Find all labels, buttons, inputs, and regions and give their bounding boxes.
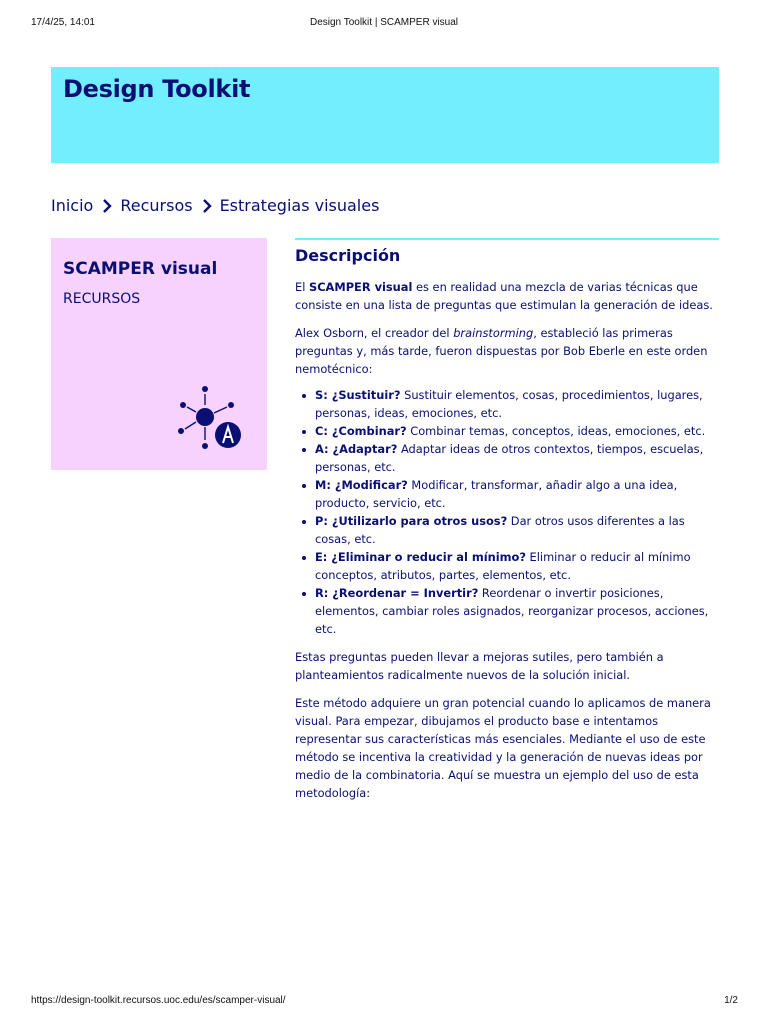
- list-item: E: ¿Eliminar o reducir al mínimo? Eliminar o reducir al mínimo conceptos, atributos, partes, elementos, etc.: [315, 548, 719, 584]
- section-heading: Descripción: [295, 246, 401, 265]
- paragraph-improvements: Estas preguntas pueden llevar a mejoras sutiles, pero también a planteamientos radicalmente nuevos de la solución inicial.: [295, 650, 664, 682]
- card-title: SCAMPER visual: [63, 259, 218, 279]
- list-item: R: ¿Reordenar = Invertir? Reordenar o invertir posiciones, elementos, cambiar roles asignados, reorganizar procesos, acciones, etc.: [315, 584, 719, 638]
- scamper-list: [295, 386, 719, 638]
- page-url: https://design-toolkit.recursos.uoc.edu/es/scamper-visual/: [31, 995, 286, 1006]
- main-content: [295, 238, 719, 802]
- list-item: M: ¿Modificar? Modificar, transformar, añadir algo a una idea, producto, servicio, etc.: [315, 476, 719, 512]
- scamper-term: SCAMPER visual: [308, 280, 413, 294]
- site-title[interactable]: Design Toolkit: [63, 75, 251, 103]
- paragraph-visual-method: Este método adquiere un gran potencial cuando lo aplicamos de manera visual. Para empezar, dibujamos el producto base e intentamos representar sus características más esenciales. Mediante el uso de este método se incentiva la creatividad y la generación de nuevas ideas por medio de la combinatoria. Aquí se muestra un ejemplo del uso de esta metodología:: [295, 696, 711, 800]
- breadcrumb-estrategias-visuales[interactable]: Estrategias visuales: [219, 196, 380, 215]
- print-datetime: 17/4/25, 14:01: [31, 17, 95, 28]
- brainstorming-term: brainstorming: [453, 326, 534, 340]
- list-item: P: ¿Utilizarlo para otros usos? Dar otros usos diferentes a las cosas, etc.: [315, 512, 719, 548]
- page-number: 1/2: [724, 995, 738, 1006]
- paragraph-intro: El SCAMPER visual es en realidad una mezcla de varias técnicas que consiste en una lista de preguntas que estimulan la generación de ideas.: [295, 280, 713, 312]
- card-category: RECURSOS: [63, 291, 141, 307]
- list-item: C: ¿Combinar? Combinar temas, conceptos, ideas, emociones, etc.: [315, 422, 719, 440]
- print-page-title: Design Toolkit | SCAMPER visual: [309, 17, 459, 28]
- ideas-network-icon: [175, 385, 247, 451]
- list-item: A: ¿Adaptar? Adaptar ideas de otros contextos, tiempos, escuelas, personas, etc.: [315, 440, 719, 476]
- chevron-right-icon: [101, 198, 113, 214]
- resource-card: [51, 238, 267, 470]
- chevron-right-icon: [201, 198, 213, 214]
- breadcrumb-inicio[interactable]: Inicio: [51, 196, 94, 215]
- site-banner: [51, 67, 719, 163]
- breadcrumb-recursos[interactable]: Recursos: [120, 196, 193, 215]
- breadcrumb: [51, 196, 379, 215]
- section-divider: [295, 238, 719, 240]
- paragraph-osborn: Alex Osborn, el creador del brainstorming, estableció las primeras preguntas y, más tarde, fueron dispuestas por Bob Eberle en este orden nemotécnico:: [295, 326, 708, 376]
- list-item: S: ¿Sustituir? Sustituir elementos, cosas, procedimientos, lugares, personas, ideas, emociones, etc.: [315, 386, 719, 422]
